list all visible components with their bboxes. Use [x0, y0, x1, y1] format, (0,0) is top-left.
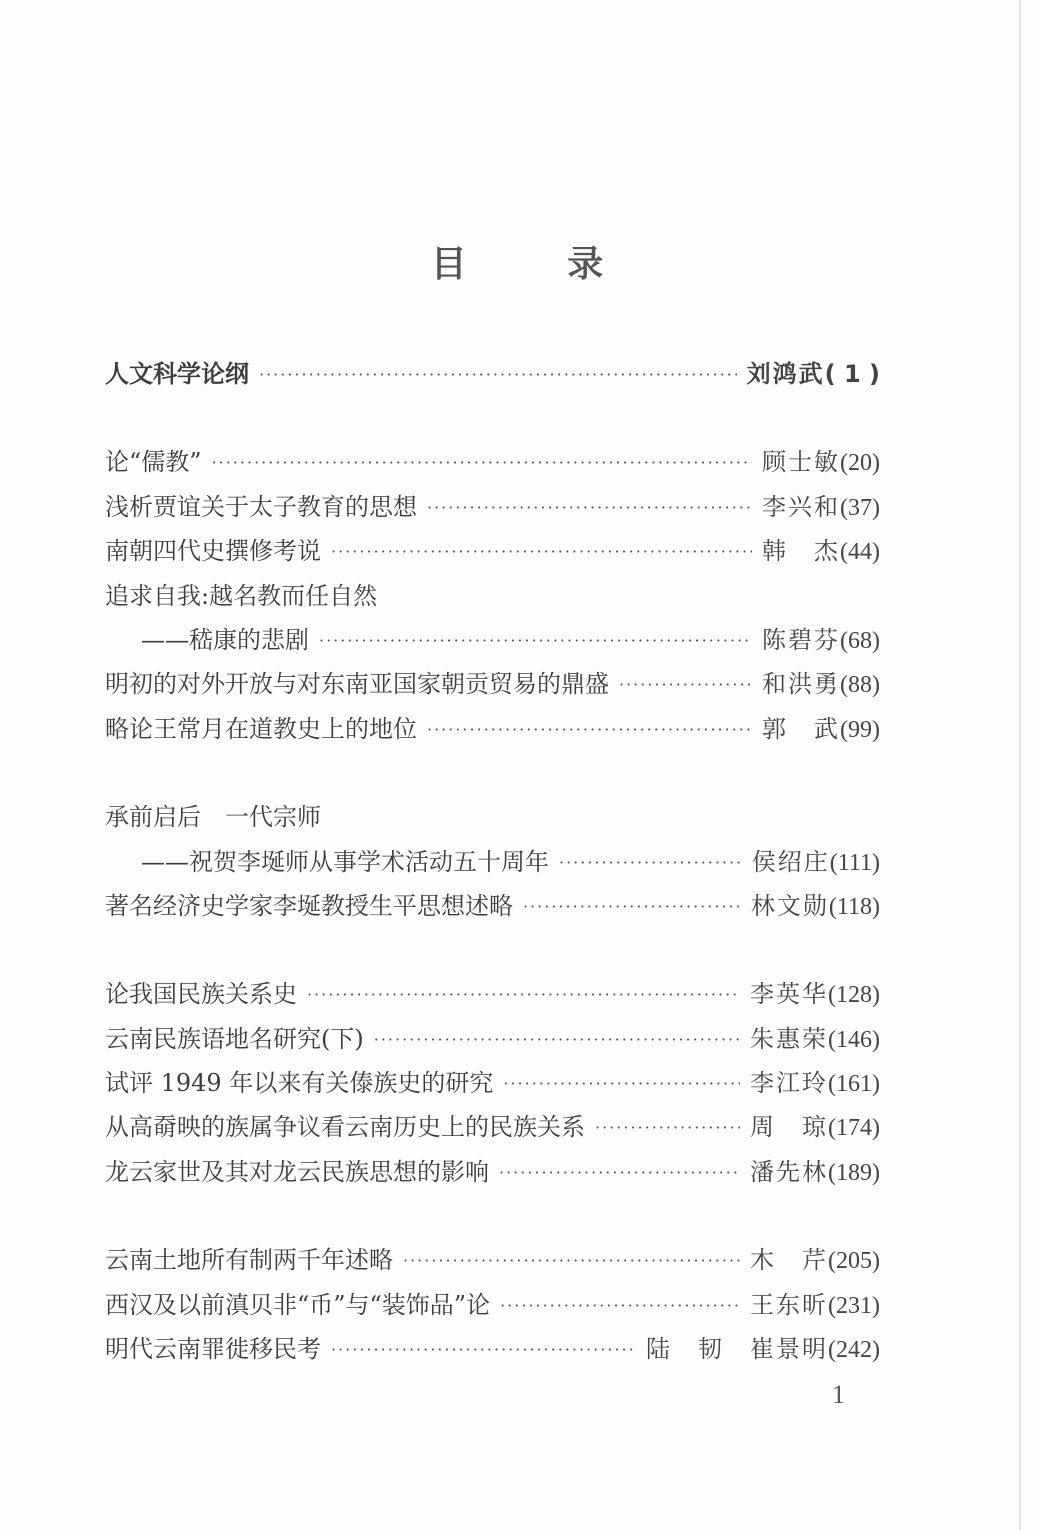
- entry-author: 顾士敏: [762, 448, 841, 477]
- entry-title: 略论王常月在道教史上的地位: [105, 714, 417, 743]
- entry-author: 李江玲: [750, 1069, 829, 1098]
- dot-leader: [427, 708, 752, 752]
- toc-entry[interactable]: [105, 1150, 880, 1194]
- toc-entry[interactable]: [105, 440, 880, 484]
- entry-page-number: (231): [828, 1292, 880, 1319]
- entry-page-number: (20): [840, 450, 880, 477]
- entry-title: 云南民族语地名研究(下): [105, 1024, 364, 1053]
- page-title: 目 录: [430, 244, 648, 285]
- entry-page-number: (146): [828, 1026, 880, 1053]
- entry-title: 浅析贾谊关于太子教育的思想: [105, 492, 417, 521]
- entry-author: 陆 韧 崔景明: [646, 1335, 829, 1364]
- entry-title: 南朝四代史撰修考说: [105, 537, 321, 566]
- toc-entry[interactable]: [105, 707, 880, 751]
- dot-leader: [523, 885, 741, 929]
- dot-leader: [212, 441, 752, 485]
- dot-leader: [503, 1062, 740, 1106]
- dot-leader: [595, 1106, 740, 1150]
- toc-entry[interactable]: [105, 795, 880, 839]
- toc-entry[interactable]: [105, 618, 880, 662]
- toc-entry[interactable]: [105, 1017, 880, 1061]
- toc-entry[interactable]: [105, 1061, 880, 1105]
- toc-section: [105, 352, 880, 396]
- entry-author: 韩 杰: [762, 537, 841, 566]
- entry-author: 潘先林: [750, 1157, 829, 1186]
- toc-entry[interactable]: [105, 884, 880, 928]
- table-of-contents: [105, 352, 880, 1371]
- entry-title: 著名经济史学家李埏教授生平思想述略: [105, 891, 513, 920]
- toc-entry[interactable]: [105, 1105, 880, 1149]
- entry-page-number: (88): [840, 672, 880, 699]
- entry-title: 论我国民族关系史: [105, 980, 297, 1009]
- entry-title: 从高奣映的族属争议看云南历史上的民族关系: [105, 1113, 585, 1142]
- entry-page-number: (99): [840, 716, 880, 743]
- toc-entry[interactable]: [105, 662, 880, 706]
- toc-entry[interactable]: [105, 972, 880, 1016]
- entry-title: 明初的对外开放与对东南亚国家朝贡贸易的鼎盛: [105, 670, 609, 699]
- page-number: 1: [832, 1380, 845, 1409]
- entry-author: 李兴和: [762, 492, 841, 521]
- dot-leader: [331, 530, 752, 574]
- toc-entry[interactable]: [105, 840, 880, 884]
- toc-section: [105, 795, 880, 928]
- entry-author: 侯绍庄: [751, 847, 830, 876]
- dot-leader: [259, 353, 737, 397]
- entry-title: 云南土地所有制两千年述略: [105, 1246, 393, 1275]
- toc-entry[interactable]: [105, 574, 880, 618]
- entry-page-number: (205): [828, 1248, 880, 1275]
- entry-page-number: (174): [828, 1115, 880, 1142]
- toc-entry[interactable]: [105, 529, 880, 573]
- dot-leader: [559, 841, 742, 885]
- toc-entry[interactable]: [105, 1327, 880, 1371]
- toc-entry[interactable]: [105, 352, 880, 396]
- entry-title: 追求自我:越名教而任自然: [105, 581, 378, 610]
- entry-author: 林文勋: [750, 891, 829, 920]
- dot-leader: [307, 973, 740, 1017]
- entry-title: 龙云家世及其对龙云民族思想的影响: [105, 1157, 489, 1186]
- entry-page-number: ( 1 ): [824, 360, 880, 388]
- entry-author: 陈碧芬: [762, 625, 841, 654]
- entry-title: 人文科学论纲: [105, 360, 249, 388]
- entry-author: 周 琼: [750, 1113, 829, 1142]
- dot-leader: [500, 1284, 740, 1328]
- entry-title: 明代云南罪徙移民考: [105, 1335, 321, 1364]
- dot-leader: [403, 1239, 740, 1283]
- entry-author: 郭 武: [762, 714, 841, 743]
- entry-title: 论“儒教”: [105, 448, 202, 477]
- entry-page-number: (118): [828, 893, 880, 920]
- dot-leader: [499, 1151, 740, 1195]
- entry-title: 承前启后 一代宗师: [105, 803, 321, 832]
- entry-page-number: (161): [828, 1071, 880, 1098]
- toc-entry[interactable]: [105, 1283, 880, 1327]
- entry-author: 和洪勇: [762, 670, 841, 699]
- entry-author: 李英华: [750, 980, 829, 1009]
- entry-page-number: (189): [828, 1159, 880, 1186]
- entry-author: 木 芹: [750, 1246, 829, 1275]
- toc-entry[interactable]: [105, 1238, 880, 1282]
- toc-section: [105, 1238, 880, 1371]
- entry-page-number: (128): [828, 982, 880, 1009]
- entry-title: ——祝贺李埏师从事学术活动五十周年: [141, 847, 549, 876]
- entry-title: 试评 1949 年以来有关傣族史的研究: [105, 1069, 494, 1098]
- entry-page-number: (68): [840, 627, 880, 654]
- dot-leader: [374, 1018, 740, 1062]
- page-edge-line: [1019, 0, 1021, 1530]
- entry-title: 西汉及以前滇贝非“币”与“装饰品”论: [105, 1290, 491, 1319]
- toc-section: [105, 440, 880, 751]
- entry-page-number: (44): [840, 539, 880, 566]
- entry-title: ——嵇康的悲剧: [141, 625, 309, 654]
- entry-page-number: (111): [829, 849, 880, 876]
- dot-leader: [319, 619, 752, 663]
- entry-page-number: (37): [840, 494, 880, 521]
- dot-leader: [331, 1328, 636, 1372]
- entry-author: 朱惠荣: [750, 1024, 829, 1053]
- entry-page-number: (242): [828, 1337, 880, 1364]
- toc-section: [105, 972, 880, 1194]
- dot-leader: [427, 486, 752, 530]
- toc-entry[interactable]: [105, 485, 880, 529]
- dot-leader: [619, 663, 752, 707]
- entry-author: 刘鸿武: [746, 360, 825, 388]
- entry-author: 王东昕: [750, 1290, 829, 1319]
